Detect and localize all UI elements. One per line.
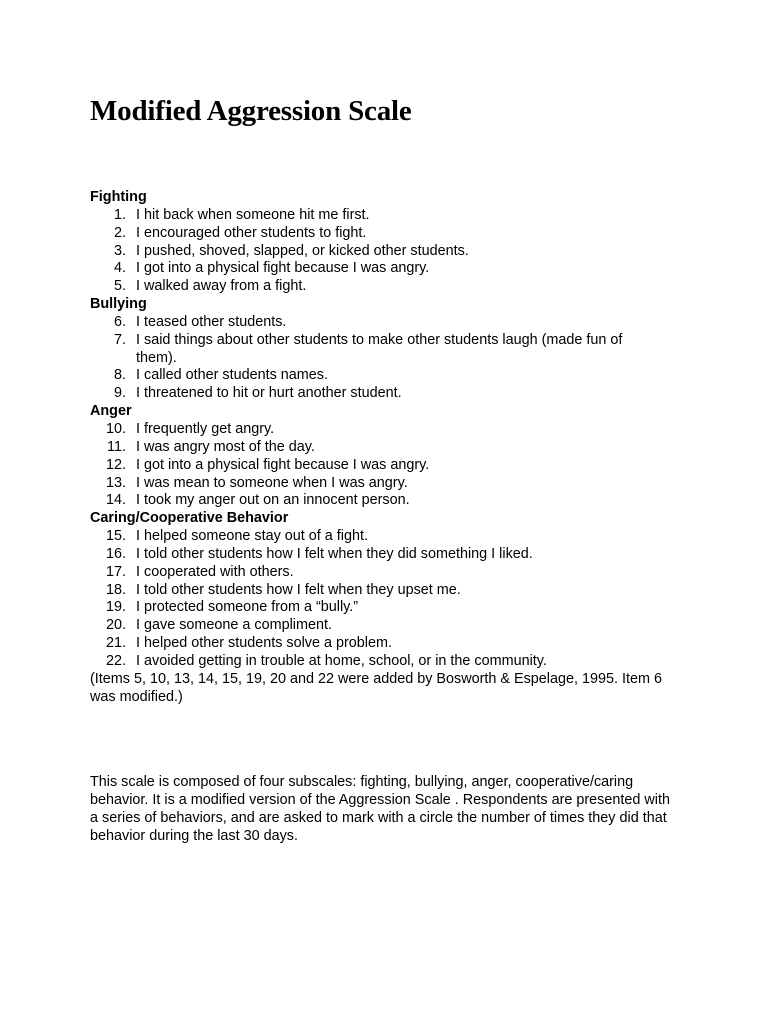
list-item [90,635,652,653]
bullying-item-list [90,314,690,403]
item-number: 16 . [90,546,126,564]
list-item [90,225,652,243]
item-number: 22 . [90,653,126,671]
list-item [90,617,652,635]
list-item [90,260,652,278]
list-item [90,278,652,296]
item-text: I helped someone stay out of a fight. [136,528,368,545]
item-text: I hit back when someone hit me first. [136,206,370,223]
list-item [90,546,652,564]
fighting-item-list [90,207,690,296]
scale-description: This scale is composed of four subscales: fighting, bullying, anger, cooperative/caring behavior. It is a modified version of the Aggression Scale . Respondents are presented with a series of behaviors, and are asked to mark with a circle the number of times they did that behavior during the last 30 days. [90,774,670,844]
section-heading-bullying: Bullying [90,296,147,313]
item-text: I took my anger out on an innocent person. [136,492,410,509]
list-item [90,439,652,457]
item-number: 5 . [90,278,126,296]
item-text: I called other students names. [136,367,328,384]
item-number: 3 . [90,243,126,261]
item-text: I was mean to someone when I was angry. [136,474,408,491]
list-item [90,475,652,493]
item-text: I pushed, shoved, slapped, or kicked other students. [136,242,469,259]
item-number: 21 . [90,635,126,653]
list-item [90,314,652,332]
source-note: (Items 5, 10, 13, 14, 15, 19, 20 and 22 were added by Bosworth & Espelage, 1995. Item 6 was modified.) [90,670,662,705]
item-text: I got into a physical fight because I was angry. [136,260,430,277]
item-number: 9 . [90,385,126,403]
list-item [90,385,652,403]
item-number: 20 . [90,617,126,635]
item-text: I said things about other students to make other students laugh (made fun of them). [136,331,623,366]
item-number: 17 . [90,564,126,582]
list-item [90,582,652,600]
item-number: 2 . [90,225,126,243]
list-item [90,599,652,617]
item-number: 12 . [90,457,126,475]
list-item [90,421,652,439]
item-text: I helped other students solve a problem. [136,635,392,652]
item-text: I was angry most of the day. [136,438,315,455]
list-item [90,207,652,225]
scale-items [90,189,690,706]
item-text: I got into a physical fight because I was angry. [136,456,430,473]
list-item [90,528,652,546]
item-text: I cooperated with others. [136,563,294,580]
list-item [90,457,652,475]
item-number: 19 . [90,599,126,617]
section-heading-caring-cooperative: Caring/Cooperative Behavior [90,510,289,527]
item-number: 8 . [90,367,126,385]
item-number: 1 . [90,207,126,225]
list-item [90,332,652,368]
list-item [90,564,652,582]
item-number: 11 . [90,439,126,457]
item-text: I threatened to hit or hurt another student. [136,385,402,402]
item-text: I avoided getting in trouble at home, school, or in the community. [136,652,547,669]
list-item [90,243,652,261]
item-text: I teased other students. [136,313,287,330]
caring-item-list [90,528,690,671]
item-text: I gave someone a compliment. [136,617,332,634]
item-text: I told other students how I felt when they upset me. [136,581,461,598]
section-heading-fighting: Fighting [90,189,147,205]
item-number: 13 . [90,475,126,493]
list-item [90,367,652,385]
item-text: I protected someone from a “bully.” [136,599,359,616]
list-item [90,653,652,671]
list-item [90,492,652,510]
item-text: I frequently get angry. [136,420,275,437]
anger-item-list [90,421,690,510]
item-text: I told other students how I felt when they did something I liked. [136,545,533,562]
item-number: 6 . [90,314,126,332]
document-title: Modified Aggression Scale [90,95,412,127]
item-number: 7 . [90,332,126,350]
item-number: 18 . [90,582,126,600]
item-text: I encouraged other students to fight. [136,224,367,241]
item-number: 15 . [90,528,126,546]
item-number: 4 . [90,260,126,278]
item-text: I walked away from a fight. [136,278,307,295]
section-heading-anger: Anger [90,403,132,420]
item-number: 10 . [90,421,126,439]
item-number: 14 . [90,492,126,510]
